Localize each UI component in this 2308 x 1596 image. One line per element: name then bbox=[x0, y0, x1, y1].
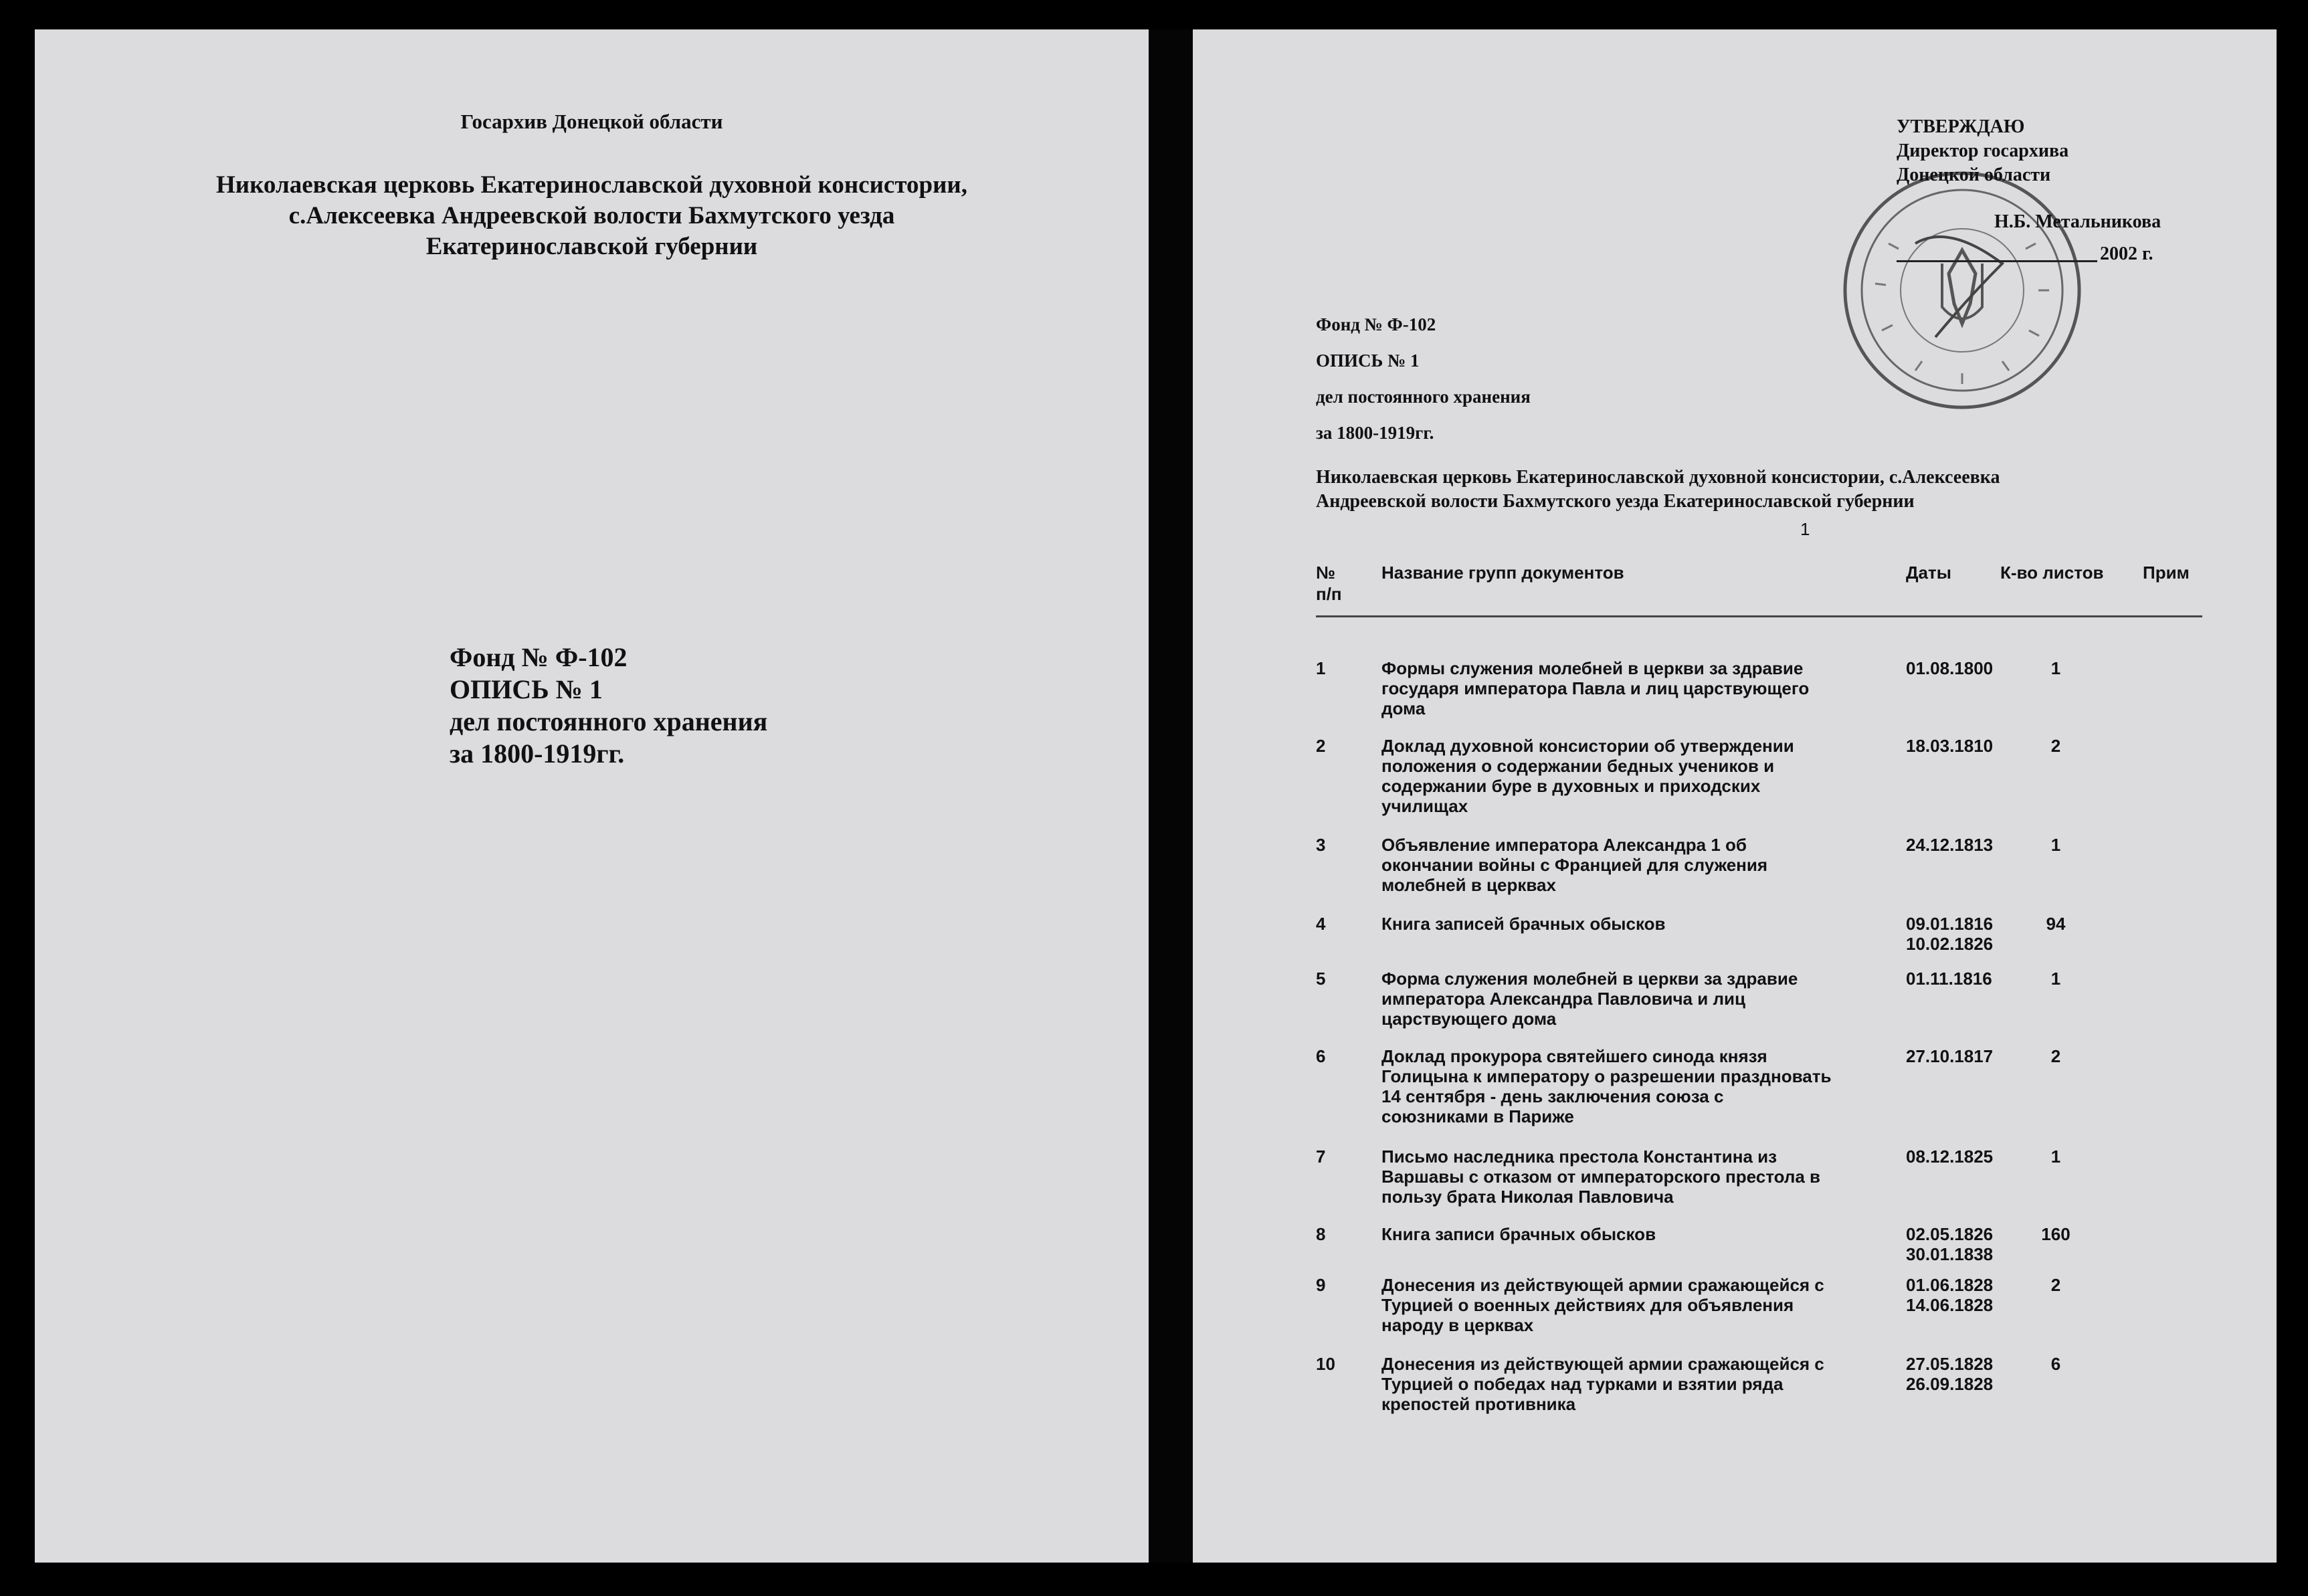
row-dates-line: 30.01.1838 bbox=[1906, 1244, 1994, 1264]
row-title-line: молебней в церквах bbox=[1381, 875, 1556, 895]
row-sheets bbox=[2022, 914, 2089, 934]
row-dates bbox=[1906, 658, 2013, 678]
row-dates bbox=[1906, 835, 2013, 855]
row-number-line: 6 bbox=[1316, 1046, 1326, 1066]
row-number-line: 5 bbox=[1316, 969, 1326, 989]
row-title-line: царствующего дома bbox=[1381, 1009, 1557, 1029]
row-title-line: Варшавы с отказом от императорского престола в bbox=[1381, 1167, 1821, 1187]
row-title bbox=[1381, 736, 1843, 816]
row-sheets bbox=[2022, 1275, 2089, 1295]
row-number bbox=[1316, 835, 1343, 855]
row-dates-line: 02.05.1826 bbox=[1906, 1224, 1994, 1244]
row-sheets bbox=[2022, 736, 2089, 756]
row-dates-line: 26.09.1828 bbox=[1906, 1374, 1994, 1394]
approval-heading: УТВЕРЖДАЮ bbox=[1897, 116, 2025, 137]
row-sheets-line: 2 bbox=[2050, 736, 2061, 756]
storage-type: дел постоянного хранения bbox=[1316, 387, 1531, 407]
right-page bbox=[1193, 29, 2277, 1563]
row-sheets-line: 2 bbox=[2050, 1275, 2061, 1295]
row-dates bbox=[1906, 736, 2013, 756]
row-number bbox=[1316, 658, 1343, 678]
row-title bbox=[1381, 914, 1843, 934]
row-title bbox=[1381, 1275, 1843, 1335]
row-title-line: содержании буре в духовных и приходских bbox=[1381, 776, 1761, 796]
org-title bbox=[1316, 466, 2219, 514]
row-sheets-line: 160 bbox=[2041, 1224, 2071, 1244]
header-note: Прим bbox=[2143, 563, 2190, 583]
period: за 1800-1919гг. bbox=[450, 738, 625, 769]
org-title-line: Андреевской волости Бахмутского уезда Екатеринославской губернии bbox=[1316, 491, 1915, 512]
row-number-line: 9 bbox=[1316, 1275, 1326, 1295]
header-sheets: К-во листов bbox=[2000, 563, 2104, 583]
fund-title-line: Николаевская церковь Екатеринославской духовной консистории, bbox=[216, 171, 967, 199]
row-sheets-line: 1 bbox=[2050, 835, 2061, 855]
row-number bbox=[1316, 1146, 1343, 1167]
row-title bbox=[1381, 835, 1843, 895]
header-rule bbox=[1316, 615, 2202, 617]
row-dates-line: 24.12.1813 bbox=[1906, 835, 1994, 855]
header-num-line: п/п bbox=[1316, 584, 1342, 604]
row-title-line: Донесения из действующей армии сражающейся с bbox=[1381, 1275, 1824, 1295]
row-title-line: училищах bbox=[1381, 796, 1468, 816]
row-title-line: Форма служения молебней в церкви за здравие bbox=[1381, 969, 1798, 989]
row-title-line: союзниками в Париже bbox=[1381, 1106, 1574, 1126]
row-sheets bbox=[2022, 1224, 2089, 1244]
row-sheets bbox=[2022, 835, 2089, 855]
fond-number: Фонд № Ф-102 bbox=[450, 642, 628, 672]
row-title-line: пользу брата Николая Павловича bbox=[1381, 1187, 1674, 1207]
opis-number: ОПИСЬ № 1 bbox=[450, 674, 603, 704]
row-title bbox=[1381, 658, 1843, 718]
seal-stamp-icon bbox=[1835, 163, 2089, 417]
fond-meta bbox=[1316, 306, 1531, 451]
row-dates-line: 27.05.1828 bbox=[1906, 1354, 1994, 1374]
row-dates bbox=[1906, 969, 2013, 989]
row-dates bbox=[1906, 914, 2013, 954]
row-title-line: Объявление императора Александра 1 об bbox=[1381, 835, 1747, 855]
row-dates-line: 14.06.1828 bbox=[1906, 1295, 1994, 1315]
fund-title-line: с.Алексеевка Андреевской волости Бахмутского уезда bbox=[288, 202, 895, 229]
approval-position: Донецкой области bbox=[1897, 165, 2051, 185]
row-dates bbox=[1906, 1146, 2013, 1167]
row-sheets-line: 1 bbox=[2050, 969, 2061, 989]
storage-type: дел постоянного хранения bbox=[450, 706, 768, 736]
row-title-line: крепостей противника bbox=[1381, 1394, 1576, 1414]
fund-title-line: Екатеринославской губернии bbox=[425, 233, 758, 260]
row-number-line: 7 bbox=[1316, 1146, 1326, 1167]
row-dates-line: 18.03.1810 bbox=[1906, 736, 1994, 756]
row-number-line: 10 bbox=[1316, 1354, 1335, 1374]
row-number-line: 3 bbox=[1316, 835, 1326, 855]
header-num-line: № bbox=[1316, 563, 1335, 583]
fond-number: Фонд № Ф-102 bbox=[1316, 314, 1436, 334]
header-dates: Даты bbox=[1906, 563, 1951, 583]
row-dates bbox=[1906, 1224, 2013, 1264]
row-dates-line: 01.11.1816 bbox=[1906, 969, 1992, 989]
row-sheets-line: 94 bbox=[2046, 914, 2066, 934]
row-title-line: Формы служения молебней в церкви за здравие bbox=[1381, 658, 1804, 678]
row-sheets-line: 6 bbox=[2050, 1354, 2061, 1374]
row-number bbox=[1316, 914, 1343, 934]
row-dates bbox=[1906, 1354, 2013, 1394]
row-sheets bbox=[2022, 1046, 2089, 1066]
row-title bbox=[1381, 1146, 1843, 1207]
row-title-line: дома bbox=[1381, 698, 1426, 718]
row-title-line: окончании войны с Францией для служения bbox=[1381, 855, 1768, 875]
fond-block bbox=[450, 641, 767, 770]
row-sheets bbox=[2022, 1146, 2089, 1167]
row-dates-line: 10.02.1826 bbox=[1906, 934, 1994, 954]
row-dates-line: 09.01.1816 bbox=[1906, 914, 1994, 934]
row-title-line: Книга записи брачных обысков bbox=[1381, 1224, 1656, 1244]
row-sheets-line: 1 bbox=[2050, 1146, 2061, 1167]
row-title bbox=[1381, 969, 1843, 1029]
row-title-line: императора Александра Павловича и лиц bbox=[1381, 989, 1745, 1009]
row-number-line: 8 bbox=[1316, 1224, 1326, 1244]
row-title-line: Турцией о военных действиях для объявления bbox=[1381, 1295, 1794, 1315]
row-dates-line: 08.12.1825 bbox=[1906, 1146, 1994, 1167]
fund-title bbox=[35, 170, 1149, 262]
header-name: Название групп документов bbox=[1381, 563, 1624, 583]
row-number bbox=[1316, 1046, 1343, 1066]
row-sheets bbox=[2022, 658, 2089, 678]
approval-date-line bbox=[1897, 260, 2097, 262]
left-page bbox=[35, 29, 1149, 1563]
row-title bbox=[1381, 1046, 1843, 1126]
row-sheets-line: 2 bbox=[2050, 1046, 2061, 1066]
row-title bbox=[1381, 1224, 1843, 1244]
row-number bbox=[1316, 969, 1343, 989]
row-dates-line: 27.10.1817 bbox=[1906, 1046, 1994, 1066]
org-title-line: Николаевская церковь Екатеринославской духовной консистории, с.Алексеевка bbox=[1316, 467, 2000, 488]
approval-year: 2002 г. bbox=[2100, 243, 2153, 264]
period: за 1800-1919гг. bbox=[1316, 423, 1434, 443]
row-title-line: народу в церквах bbox=[1381, 1315, 1534, 1335]
row-sheets bbox=[2022, 969, 2089, 989]
row-title-line: положения о содержании бедных учеников и bbox=[1381, 756, 1775, 776]
row-title-line: Турцией о победах над турками и взятии ряда bbox=[1381, 1374, 1784, 1394]
opis-number: ОПИСЬ № 1 bbox=[1316, 351, 1420, 371]
row-dates bbox=[1906, 1046, 2013, 1066]
row-dates-line: 01.06.1828 bbox=[1906, 1275, 1994, 1295]
approval-signature-name: Н.Б. Метальникова bbox=[1994, 211, 2161, 232]
page-number: 1 bbox=[1800, 519, 1810, 539]
row-number-line: 2 bbox=[1316, 736, 1326, 756]
row-dates-line: 01.08.1800 bbox=[1906, 658, 1994, 678]
row-title-line: Донесения из действующей армии сражающейся с bbox=[1381, 1354, 1824, 1374]
row-title-line: Письмо наследника престола Константина из bbox=[1381, 1146, 1777, 1167]
row-title-line: Доклад прокурора святейшего синода князя bbox=[1381, 1046, 1767, 1066]
row-sheets-line: 1 bbox=[2050, 658, 2061, 678]
row-number bbox=[1316, 1354, 1343, 1374]
row-title-line: государя императора Павла и лиц царствующего bbox=[1381, 678, 1810, 698]
header-num bbox=[1316, 562, 1342, 605]
row-title-line: 14 сентября - день заключения союза с bbox=[1381, 1086, 1724, 1106]
archive-name: Госархив Донецкой области bbox=[460, 110, 723, 133]
row-dates bbox=[1906, 1275, 2013, 1315]
row-title-line: Голицына к императору о разрешении праздновать bbox=[1381, 1066, 1832, 1086]
row-title-line: Доклад духовной консистории об утверждении bbox=[1381, 736, 1794, 756]
row-title-line: Книга записей брачных обысков bbox=[1381, 914, 1666, 934]
row-number bbox=[1316, 1224, 1343, 1244]
approval-block bbox=[1897, 115, 2069, 187]
row-title bbox=[1381, 1354, 1843, 1414]
row-number-line: 4 bbox=[1316, 914, 1326, 934]
approval-position: Директор госархива bbox=[1897, 140, 2069, 161]
row-number-line: 1 bbox=[1316, 658, 1326, 678]
row-number bbox=[1316, 1275, 1343, 1295]
row-sheets bbox=[2022, 1354, 2089, 1374]
book-gutter bbox=[1149, 29, 1193, 1563]
row-number bbox=[1316, 736, 1343, 756]
